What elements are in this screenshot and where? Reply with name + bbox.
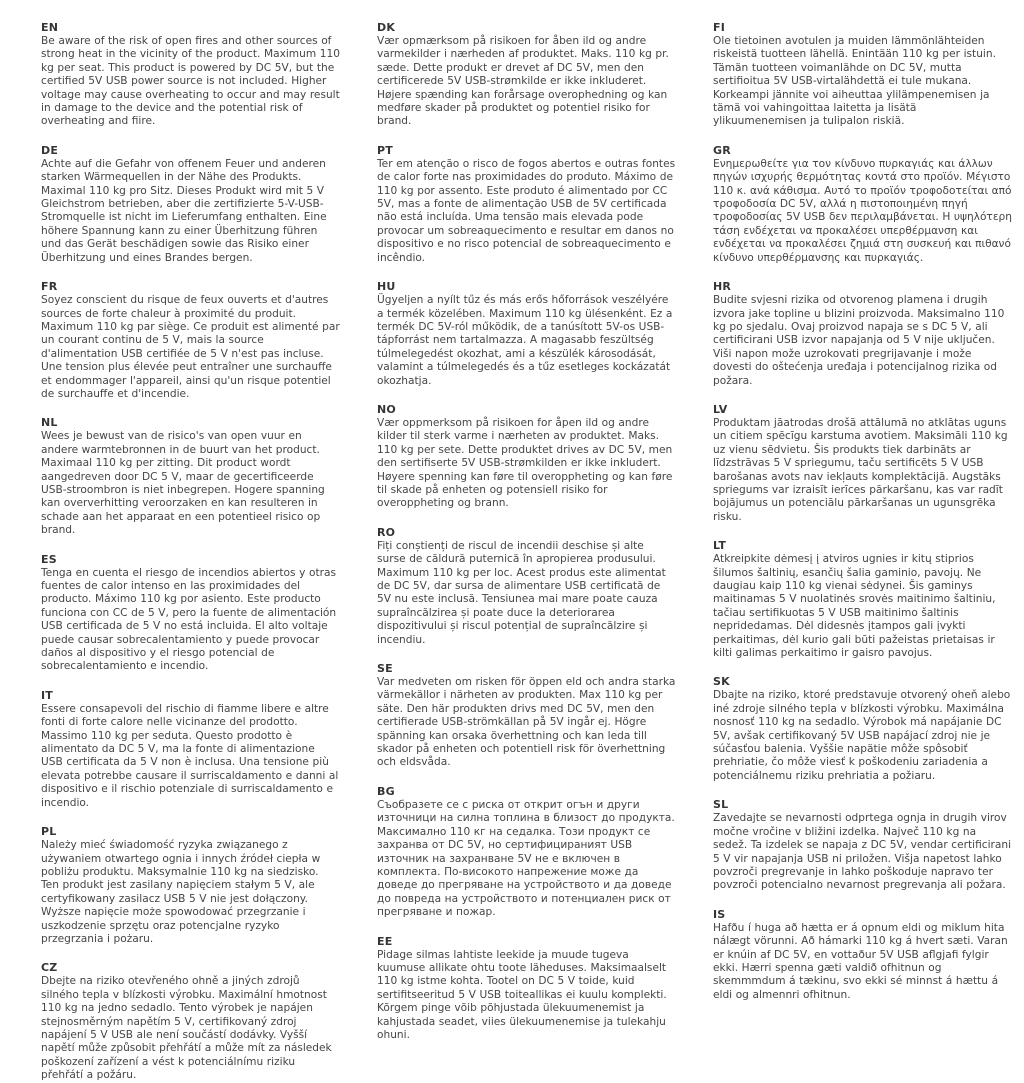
warning-text: Zavedajte se nevarnosti odprtega ognja in drugih virov močne vročine v bližini izdelka. Največ 110 kg na sedež. Ta izdelek se napaja z DC 5V, vendar certificirani 5 V vir napajanja USB ni priložen. Višja napetost lahko povzroči pregrevanje in lahko poškoduje napravo ter povzroči potencialno nevarnost pregrevanja ali požara. <box>713 812 1012 892</box>
language-code: LV <box>713 402 728 416</box>
language-code: HU <box>377 280 396 294</box>
section-cz <box>41 961 340 1082</box>
language-code: DK <box>377 21 396 34</box>
section-en <box>41 21 340 129</box>
language-code: SE <box>377 662 393 676</box>
section-lt <box>713 539 1012 660</box>
section-sk <box>713 675 1012 783</box>
section-nl <box>41 416 340 537</box>
warning-text: Essere consapevoli del rischio di fiamme libere e altre fonti di forte calore nelle vicinanze del prodotto. Massimo 110 kg per seduta. Questo prodotto è alimentato da DC 5 V, ma la fonte di alimentazione USB certificata da 5 V non è inclusa. Una tensione più elevata potrebbe causare il surriscaldamento e danni al dispositivo e il rischio potenziale di surriscaldamento e incendio. <box>41 702 339 809</box>
section-fr <box>41 280 340 401</box>
section-lv <box>713 403 1012 524</box>
section-bg <box>377 785 676 920</box>
warning-text: Var medveten om risken för öppen eld och andra starka värmekällor i närheten av produkten. Max 110 kg per säte. Den här produkten drivs med DC 5V, men den certifierade USB-strömkällan på 5V ingår ej. Högre spänning kan orsaka överhettning och kan leda till skador på enheten och potentiell risk för överhettning och eldsvåda. <box>377 676 676 769</box>
section-pl <box>41 825 340 946</box>
warning-text: Budite svjesni rizika od otvorenog plamena i drugih izvora jake topline u blizini proizvoda. Maksimalno 110 kg po sjedalu. Ovaj proizvod napaja se s DC 5 V, ali certificirani USB izvor napajanja od 5 V nije uključen. Viši napon može uzrokovati pregrijavanje i može dovesti do oštećenja uređaja i potencijalnog rizika od požara. <box>713 294 1005 387</box>
section-ee <box>377 935 676 1043</box>
warning-text: Ενημερωθείτε για τον κίνδυνο πυρκαγιάς και άλλων πηγών ισχυρής θερμότητας κοντά στο προϊόν. Μέγιστο 110 κ. ανά κάθισμα. Αυτό το προϊόν τροφοδοτείται από τροφοδοσία DC 5V, αλλά η πιστοποιημένη πηγή τροφοδοσίας 5V USB δεν περιλαμβάνεται. Η υψηλότερη τάση ενδέχεται να προκαλέσει υπερθέρμανση και ενδέχεται να προκαλέσει ζημιά στη συσκευή και πιθανό κίνδυνο υπερθέρμανσης και πυρκαγιάς. <box>713 157 1012 264</box>
column-1 <box>41 21 340 1082</box>
section-hu <box>377 280 676 388</box>
section-sl <box>713 798 1012 892</box>
section-is <box>713 908 1012 1002</box>
language-code: DE <box>41 143 59 157</box>
language-code: SK <box>713 675 730 689</box>
warning-text: Achte auf die Gefahr von offenem Feuer und anderen starken Wärmequellen in der Nähe des Produkts. Maximal 110 kg pro Sitz. Dieses Produkt wird mit 5 V Gleichstrom betrieben, aber die zertifizierte 5-V-USB-Stromquelle ist nicht im Lieferumfang enthalten. Eine höhere Spannung kann zu einer Überhitzung führen und das Gerät beschädigen sowie das Risiko einer Überhitzung und eines Brandes bergen. <box>41 157 327 264</box>
language-code: ES <box>41 552 57 566</box>
section-no <box>377 403 676 511</box>
warning-text: Hafðu í huga að hætta er á opnum eldi og miklum hita nálægt vörunni. Að hámarki 110 kg á hvert sæti. Varan er knúin af DC 5V, en vottaður 5V USB aflgjafi fylgir ekki. Hærri spenna gæti valdið ofhitnun og skemmmdum á tækinu, svo ekki sé minnst á hættu á eldi og almennri ofhitnun. <box>713 921 1008 1001</box>
language-code: PT <box>377 143 393 157</box>
section-se <box>377 662 676 770</box>
language-code: FR <box>41 280 58 294</box>
warning-text: Fiți conștienți de riscul de incendii deschise și alte surse de căldură puternică în apropierea produsului. Maximum 110 kg per loc. Acest produs este alimentat de DC 5V, dar sursa de alimentare USB certificată de 5V nu este inclusă. Tensiunea mai mare poate cauza supraîncălzirea și poate duce la deteriorarea dispozitivului și riscul potențial de supraîncălzire și incendiu. <box>377 539 666 646</box>
section-de <box>41 144 340 265</box>
language-code: CZ <box>41 961 58 975</box>
warning-text: Należy mieć świadomość ryzyka związanego z używaniem otwartego ognia i innych źródeł ciepła w pobliżu produktu. Maksymalnie 110 kg na siedzisko. Ten produkt jest zasilany napięciem stałym 5 V, ale certyfikowany zasilacz USB 5 V nie jest dołączony. Wyższe napięcie może spowodować przegrzanie i uszkodzenie sprzętu oraz potencjalne ryzyko przegrzania i pożaru. <box>41 839 321 945</box>
section-fi <box>713 21 1012 129</box>
language-code: RO <box>377 525 396 539</box>
warning-text: Dbejte na riziko otevřeného ohně a jiných zdrojů silného tepla v blízkosti výrobku. Maximální hmotnost 110 kg na jedno sedadlo. Tento výrobek je napájen stejnosměrným napětím 5 V, certifikovaný zdroj napájení 5 V USB ale není součástí dodávky. Vyšší napětí může způsobit přehřátí a může mít za následek poškození zařízení a vést k potenciálnímu riziku přehřátí a požáru. <box>41 975 332 1082</box>
warning-text: Atkreipkite dėmesį į atviros ugnies ir kitų stiprios šilumos šaltinių, esančių šalia gaminio, pavojų. Ne daugiau kaip 110 kg vienai sėdynei. Šis gaminys maitinamas 5 V nuolatinės srovės maitinimo šaltiniu, tačiau sertifikuotas 5 V USB maitinimo šaltinis nepridedamas. Dėl didesnės įtampos gali įvykti perkaitimas, dėl kurio gali būti pažeistas prietaisas ir kilti galimas perkaitimo ir gaisro pavojus. <box>713 553 996 660</box>
section-pt <box>377 144 676 265</box>
section-ro <box>377 526 676 647</box>
column-2 <box>377 21 676 1041</box>
language-code: SL <box>713 798 729 812</box>
language-code: EN <box>41 21 59 34</box>
language-code: NL <box>41 416 58 430</box>
language-code: PL <box>41 825 57 839</box>
language-code: EE <box>377 934 393 948</box>
language-code: IS <box>713 907 726 921</box>
language-code: NO <box>377 402 396 416</box>
warning-text: Dbajte na riziko, ktoré predstavuje otvorený oheň alebo iné zdroje silného tepla v blízkosti výrobku. Maximálna nosnosť 110 kg na sedadlo. Výrobok má napájanie DC 5V, avšak certifikovaný 5V USB napájací zdroj nie je súčasťou balenia. Vyššie napätie môže spôsobiť prehriatie, čo môže viesť k poškodeniu zariadenia a potenciálnemu riziku prehriatia a požiaru. <box>713 689 1011 782</box>
language-code: GR <box>713 143 731 157</box>
language-code: LT <box>713 539 727 553</box>
warning-text: Съобразете се с риска от открит огън и други източници на силна топлина в близост до продукта. Максимално 110 кг на седалка. Този продукт се захранва от DC 5V, но сертифицираният USB източник на захранване 5V не е включен в комплекта. По-високото напрежение може да доведе до прегряване на устройството и да доведе до повреда на устройството и потенциален риск от прегряване и пожар. <box>377 798 675 919</box>
section-hr <box>713 280 1012 388</box>
column-3 <box>713 21 1012 1014</box>
warning-text: Be aware of the risk of open fires and other sources of strong heat in the vicinity of the product. Maximum 110 kg per seat. This product is powered by DC 5V, but the certified 5V USB power source is not included. Higher voltage may cause overheating to occur and may result in damage to the device and the potential risk of overheating and fiire. <box>41 35 340 128</box>
warning-text: Pidage silmas lahtiste leekide ja muude tugeva kuumuse allikate ohtu toote läheduses. Maksimaalselt 110 kg istme kohta. Tootel on DC 5 V toide, kuid sertifitseeritud 5 V USB toiteallikas ei kuulu komplekti. Kõrgem pinge võib põhjustada ülekuumenemist ja kahjustada seadet, viies ülekuumenemise ja tulekahju ohuni. <box>377 948 667 1041</box>
warning-text: Tenga en cuenta el riesgo de incendios abiertos y otras fuentes de calor intenso en las proximidades del producto. Máximo 110 kg por asiento. Este producto funciona con CC de 5 V, pero la fuente de alimentación USB certificada de 5 V no está incluida. El alto voltaje puede causar sobrecalentamiento y puede provocar daños al dispositivo y el riesgo potencial de sobrecalentamiento e incendio. <box>41 566 337 673</box>
language-code: HR <box>713 280 732 294</box>
warning-text: Produktam jāatrodas drošā attālumā no atklātas uguns un citiem spēcīgu karstuma avotiem. Maksimāli 110 kg uz vienu sēdvietu. Šis produkts tiek darbināts ar līdzstrāvas 5 V spriegumu, taču sertificēts 5 V USB barošanas avots nav iekļauts komplektācijā. Augstāks spriegums var izraisīt ierīces pārkaršanu, kas var radīt bojājumus un potenciālu pārkaršanas un ugunsgrēka risku. <box>713 416 1008 523</box>
language-code: IT <box>41 688 53 702</box>
warning-text: Vær oppmerksom på risikoen for åpen ild og andre kilder til sterk varme i nærheten av produktet. Maks. 110 kg per sete. Dette produktet drives av DC 5V, men den sertifiserte 5V USB-strømkilden er ikke inkludert. Høyere spenning kan føre til overoppheting og kan føre til skade på enheten og potensiell risiko for overoppheting og brann. <box>377 416 673 510</box>
section-it <box>41 689 340 810</box>
warning-text: Soyez conscient du risque de feux ouverts et d'autres sources de forte chaleur à proximité du produit. Maximum 110 kg par siège. Ce produit est alimenté par un courant continu de 5 V, mais la source d'alimentation USB certifiée de 5 V n'est pas incluse. Une tension plus élevée peut entraîner une surchauffe et endommager l'appareil, ainsi qu'un risque potentiel de surchauffe et d'incendie. <box>41 294 340 400</box>
language-code: BG <box>377 784 395 798</box>
warning-text: Ole tietoinen avotulen ja muiden lämmönlähteiden riskeistä tuotteen lähellä. Enintään 110 kg per istuin. Tämän tuotteen voimanlähde on DC 5V, mutta sertifioitua 5V USB-virtalähdettä ei tule mukana. Korkeampi jännite voi aiheuttaa ylilämpenemisen ja tämä voi vahingoittaa laitetta ja lisätä ylikuumenemisen ja tulipalon riskiä. <box>713 35 996 128</box>
section-gr <box>713 144 1012 265</box>
section-es <box>41 553 340 674</box>
warning-text: Vær opmærksom på risikoen for åben ild og andre varmekilder i nærheden af produktet. Maks. 110 kg pr. sæde. Dette produkt er drevet af DC 5V, men den certificerede 5V USB-strømkilde er ikke inkluderet. Højere spænding kan forårsage overophedning og kan medføre skader på produktet og potentiel risiko for brand. <box>377 35 669 128</box>
warning-text: Wees je bewust van de risico's van open vuur en andere warmtebronnen in de buurt van het product. Maximaal 110 kg per zitting. Dit product wordt aangedreven door DC 5 V, maar de gecertificeerde USB-stroombron is niet inbegrepen. Hogere spanning kan oververhitting veroorzaken en kan resulteren in schade aan het apparaat en een potentieel risico op brand. <box>41 430 325 537</box>
warning-text: Ügyeljen a nyílt tűz és más erős hőforrások veszélyére a termék közelében. Maximum 110 kg ülésenként. Ez a termék DC 5V-ról működik, de a tanúsított 5V-os USB-tápforrást nem tartalmazza. A magasabb feszültség túlmelegedést okozhat, ami a készülék károsodását, valamint a túlmelegedés és a tűz esetleges kockázatát okozhatja. <box>377 294 673 387</box>
language-code: FI <box>713 21 726 34</box>
section-dk <box>377 21 676 129</box>
warning-text: Ter em atenção o risco de fogos abertos e outras fontes de calor forte nas proximidades do produto. Máximo de 110 kg por assento. Este produto é alimentado por CC 5V, mas a fonte de alimentação USB de 5V certificada não está incluída. Uma tensão mais elevada pode provocar um sobreaquecimento e resultar em danos no dispositivo e no risco potencial de sobreaquecimento e incêndio. <box>377 157 676 264</box>
